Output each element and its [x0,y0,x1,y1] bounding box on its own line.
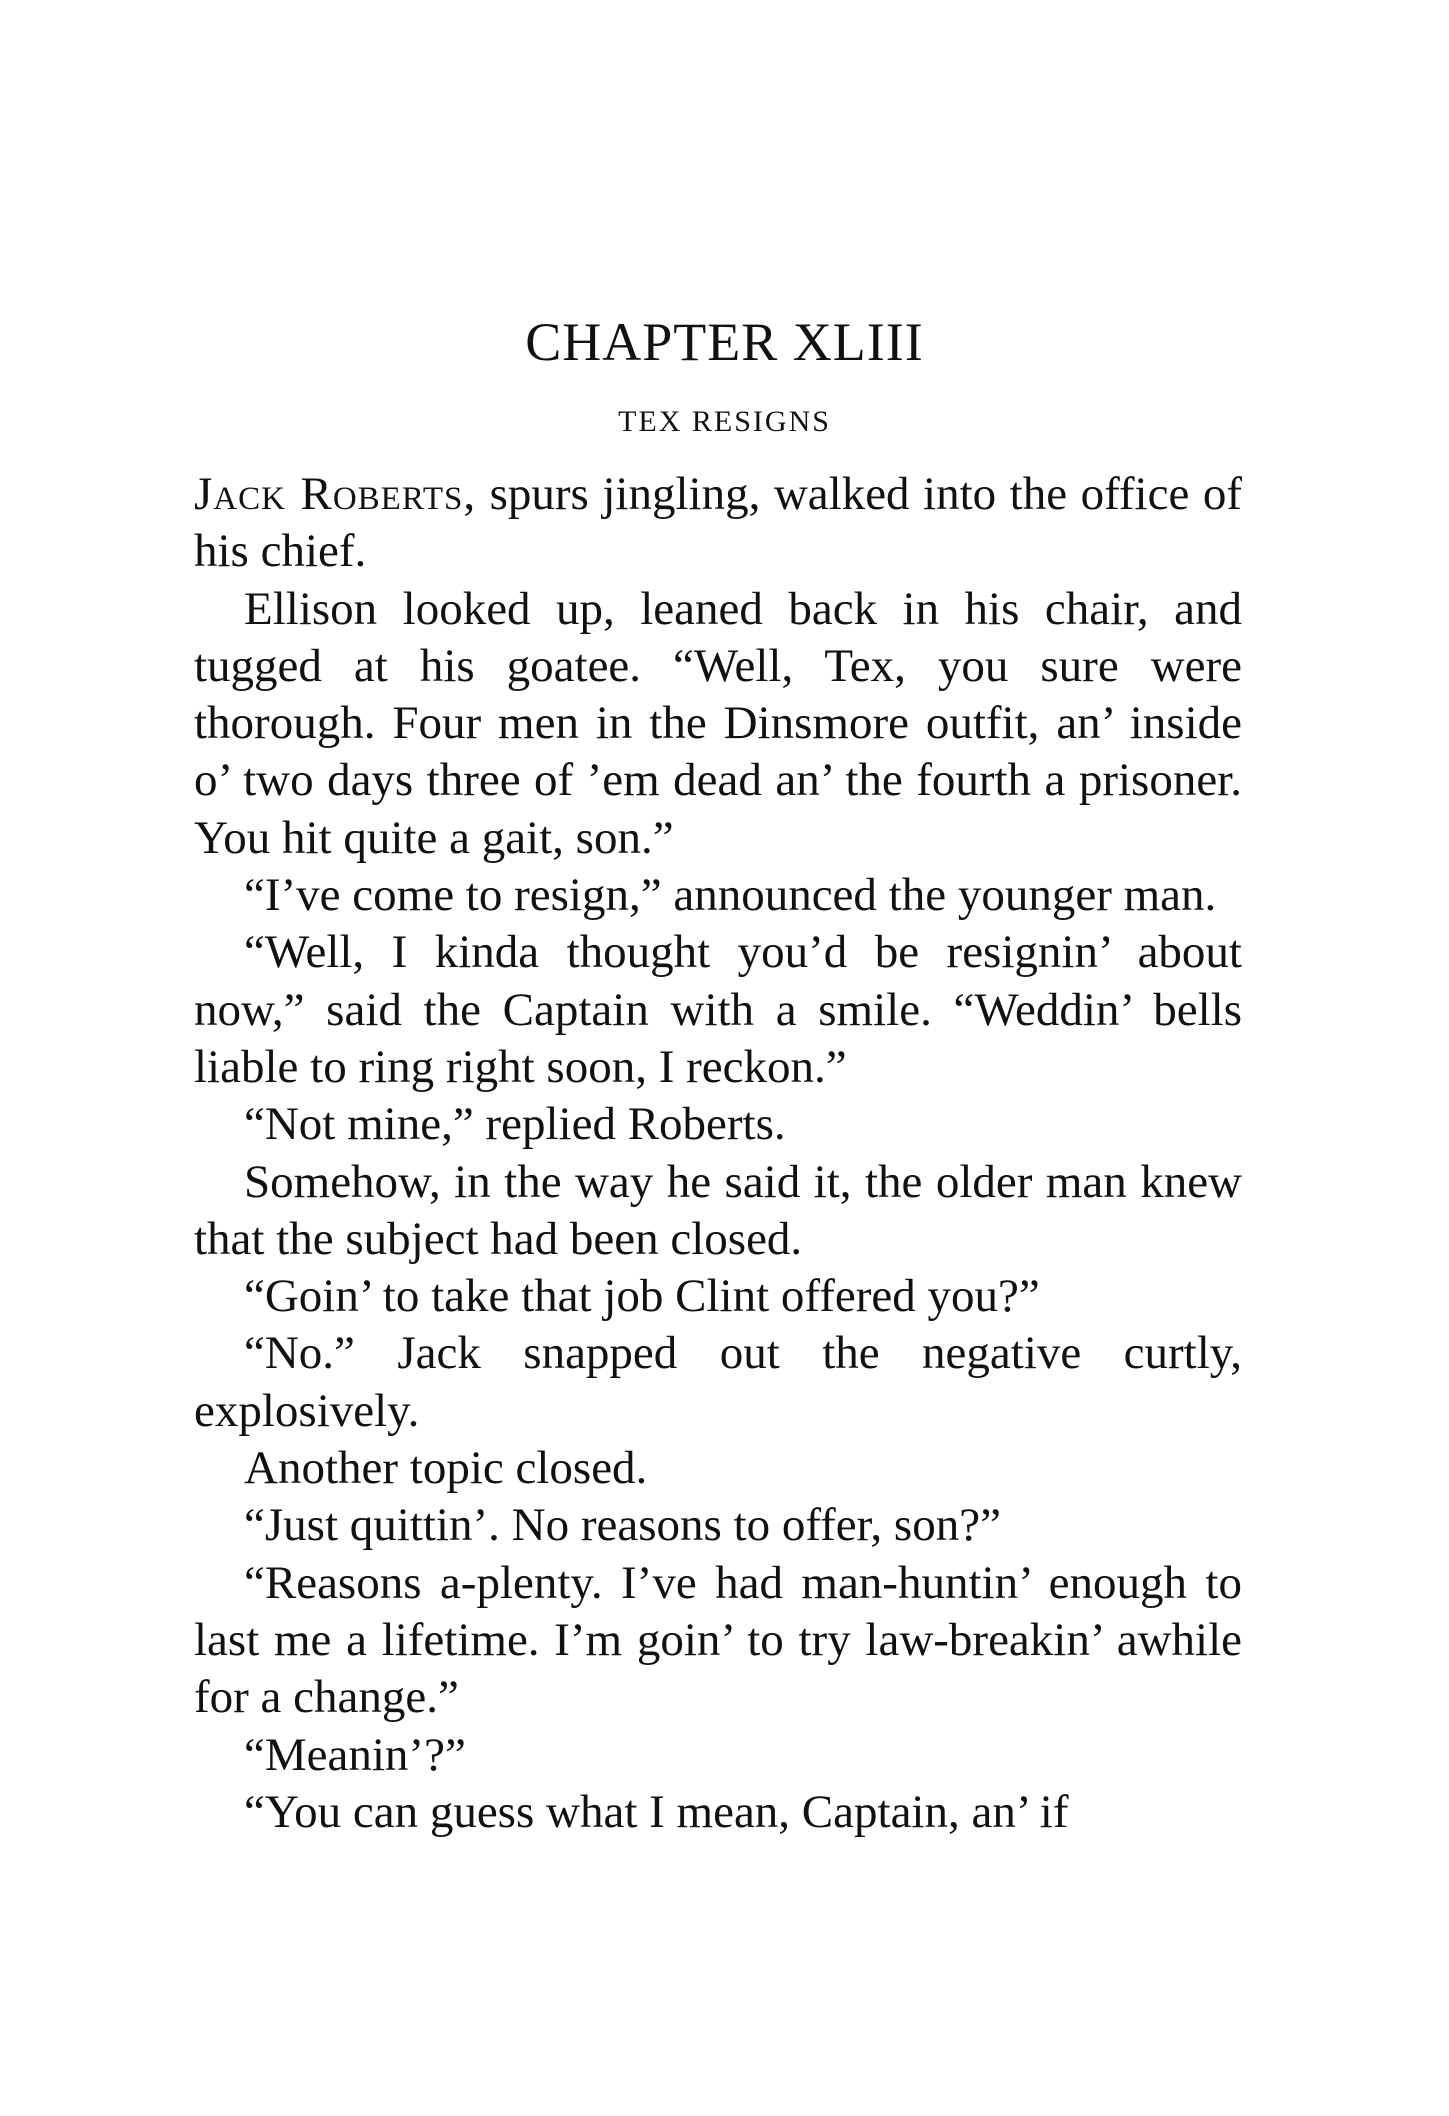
paragraph: Somehow, in the way he said it, the older man knew that the subject had been closed. [194,1155,1242,1265]
opening-rest: spurs jingling, walked into the office of his chief. [194,468,1242,578]
paragraph: “Well, I kinda thought you’d be resignin’ about now,” said the Captain with a smile. “Weddin’ bells liable to ring right soon, I reckon.” [194,926,1242,1093]
opening-small-caps: Jack Roberts, [194,468,477,520]
paragraph: “No.” Jack snapped out the negative curtly, explosively. [194,1327,1242,1437]
paragraph: “Not mine,” replied Roberts. [244,1098,786,1151]
chapter-subtitle: TEX RESIGNS [618,405,831,438]
chapter-title: CHAPTER XLIII [525,312,924,372]
paragraph: “Meanin’?” [244,1728,466,1781]
paragraph: “Reasons a-plenty. I’ve had man-huntin’ enough to last me a lifetime. I’m goin’ to try law-breakin’ awhile for a change.” [194,1556,1242,1724]
paragraph: Another topic closed. [244,1442,648,1495]
opening-paragraph [194,466,1242,581]
paragraph: “Just quittin’. No reasons to offer, son?” [244,1499,1001,1552]
paragraph: “I’ve come to resign,” announced the younger man. [244,869,1217,922]
paragraph: Ellison looked up, leaned back in his chair, and tugged at his goatee. “Well, Tex, you sure were thorough. Four men in the Dinsmore outfit, an’ inside o’ two days three of ’em dead an’ the fourth a prisoner. You hit quite a gait, son.” [194,582,1242,864]
paragraph: “Goin’ to take that job Clint offered you?” [244,1270,1040,1323]
paragraph: “You can guess what I mean, Captain, an’ if [244,1785,1069,1838]
body-text [194,466,1242,1841]
